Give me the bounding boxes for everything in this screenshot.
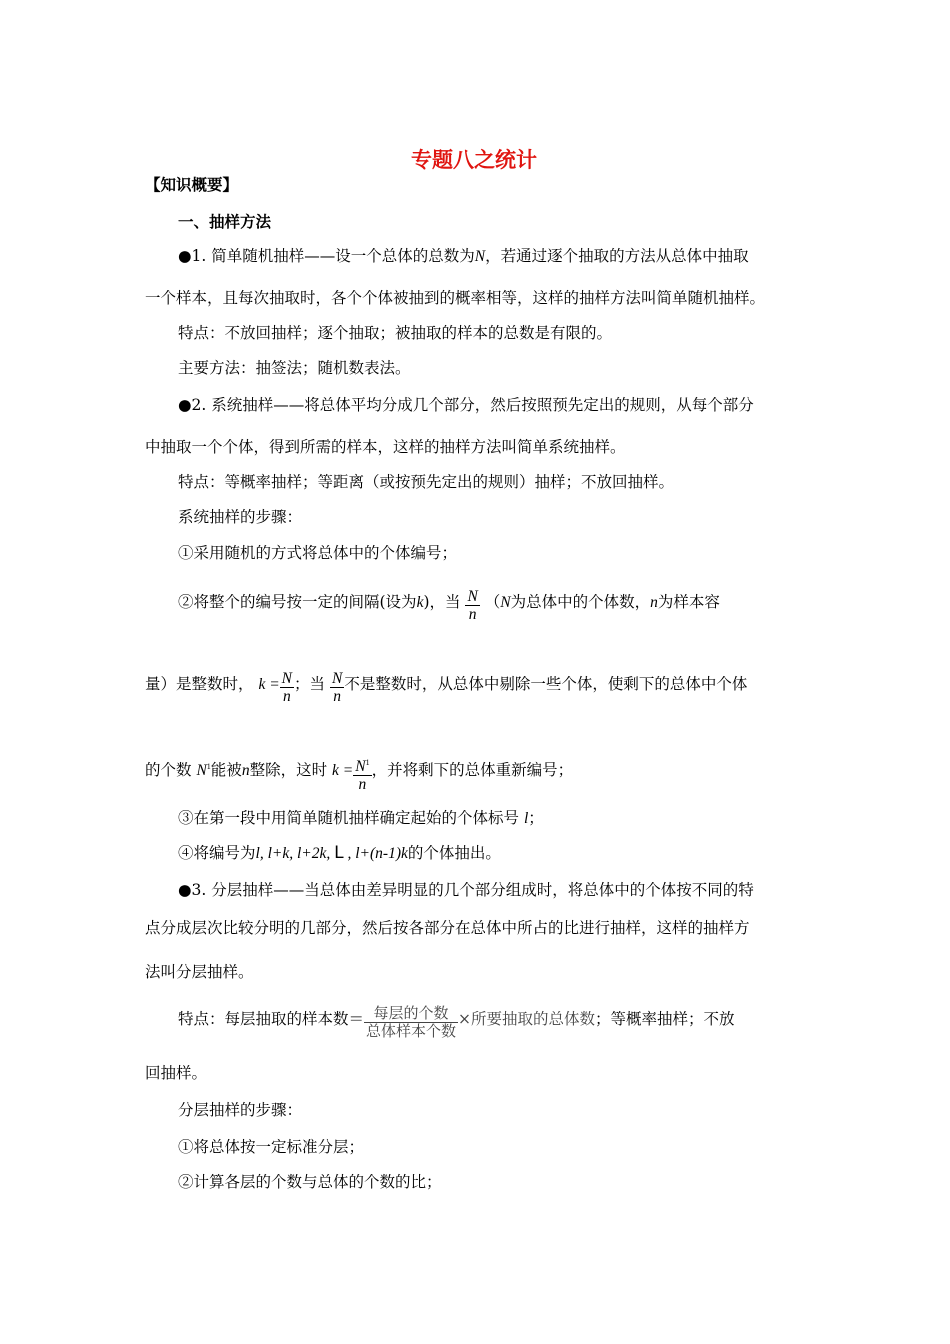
text: ，并将剩下的总体重新编号； [371,761,574,780]
text: 的个体抽出。 [407,844,501,862]
denominator: n [358,775,367,793]
numerator: 每层的个数 [364,1005,458,1023]
text: ③在第一段中用简单随机抽样确定起始的个体标号 [178,809,520,827]
var-k: k [416,594,424,611]
systematic-step-3 [178,808,544,829]
paragraph-systematic-line2: 中抽取一个个体，得到所需的样本，这样的抽样方法叫简单系统抽样。 [145,438,626,456]
text: （ [484,593,501,611]
text: 能被 [210,761,242,780]
systematic-step-1: ①采用随机的方式将总体中的个体编号； [178,544,458,562]
expression: , l+(n-1)k [343,845,408,862]
paragraph-stratified-line3: 法叫分层抽样。 [145,963,254,981]
superscript: 1 [365,757,370,767]
text: ； [528,809,544,827]
heading-sampling-methods: 一、抽样方法 [178,213,272,231]
stratified-step-1: ①将总体按一定标准分层； [178,1138,365,1156]
ellipsis: L [334,843,344,863]
stratified-step-2: ②计算各层的个数与总体的个数的比； [178,1173,442,1191]
var-N: N [474,248,486,265]
denominator: n [468,605,477,623]
systematic-steps-title: 系统抽样的步骤： [178,508,303,526]
text: 的个数 [145,761,192,780]
symbol: N [355,757,366,775]
text: 量）是整数时， [145,675,254,693]
text: 为总体中的个体数， [510,593,651,611]
k-equals: k = [332,762,354,780]
paragraph-stratified-line1: ●3. 分层抽样——当总体由差异明显的几个部分组成时，将总体中的个体按不同的特 [178,881,754,899]
stratified-features-line2: 回抽样。 [145,1064,208,1082]
numerator [353,754,371,776]
page-title: 专题八之统计 [411,148,537,172]
fraction-N1-over-n [353,754,371,793]
var-N1 [196,762,210,779]
var-l: l [523,810,529,827]
simple-random-methods: 主要方法：抽签法；随机数表法。 [178,359,411,377]
text: ，若通过逐个抽取的方法从总体中抽取 [485,247,749,265]
text: ②将整个的编号按一定的间隔(设为 [178,593,417,611]
numerator: N [331,669,343,687]
var-n: n [650,594,658,611]
paragraph-stratified-line2: 点分成层次比较分明的几部分，然后按各部分在总体中所占的比进行抽样，这样的抽样方 [145,919,750,937]
paragraph-systematic-line1: ●2. 系统抽样——将总体平均分成几个部分，然后按照预先定出的规则，从每个部分 [178,396,754,414]
text: ×所要抽取的总体数 [458,1010,596,1028]
systematic-step-4 [178,843,501,864]
fraction-N-over-n [280,670,294,705]
denominator: n [282,687,291,705]
fraction-layer-count-over-total [364,1005,458,1040]
expression: l, l+k, l+2k, [255,845,335,862]
text: ；等概率抽样；不放 [595,1010,735,1028]
systematic-step-2-line2 [145,667,747,703]
var-N: N [500,594,511,611]
var-n: n [241,762,250,780]
systematic-features: 特点：等概率抽样；等距离（或按预先定出的规则）抽样；不放回抽样。 [178,473,675,491]
text: )，当 [423,593,461,611]
text: ④将编号为 [178,844,256,862]
numerator: N [467,587,478,605]
k-equals: k = [258,676,280,693]
systematic-step-2-line1 [178,585,720,621]
text: ；当 [294,675,326,693]
paragraph-simple-random-line1 [178,246,749,267]
denominator: 总体样本个数 [366,1021,457,1040]
fraction-N-over-n [465,588,479,623]
section-header: 【知识概要】 [145,176,239,194]
text: ●1. 简单随机抽样——设一个总体的总数为 [178,247,475,265]
numerator: N [281,669,293,687]
simple-random-features: 特点：不放回抽样；逐个抽取；被抽取的样本的总数是有限的。 [178,324,613,342]
denominator: n [333,687,342,705]
paragraph-simple-random-line2: 一个样本，且每次抽取时，各个个体被抽到的概率相等，这样的抽样方法叫简单随机抽样。 [145,289,766,307]
systematic-step-2-line3 [145,750,573,791]
text: 整除，这时 [249,761,328,780]
stratified-steps-title: 分层抽样的步骤： [178,1101,303,1119]
text: 特点：每层抽取的样本数＝ [178,1010,365,1028]
fraction-N-over-n-2 [330,670,344,705]
text: 不是整数时，从总体中剔除一些个体，使剩下的总体中个体 [344,675,748,693]
text: 为样本容 [657,593,720,611]
superscript: 1 [206,762,211,771]
stratified-features [178,999,735,1039]
symbol: N [196,762,207,780]
